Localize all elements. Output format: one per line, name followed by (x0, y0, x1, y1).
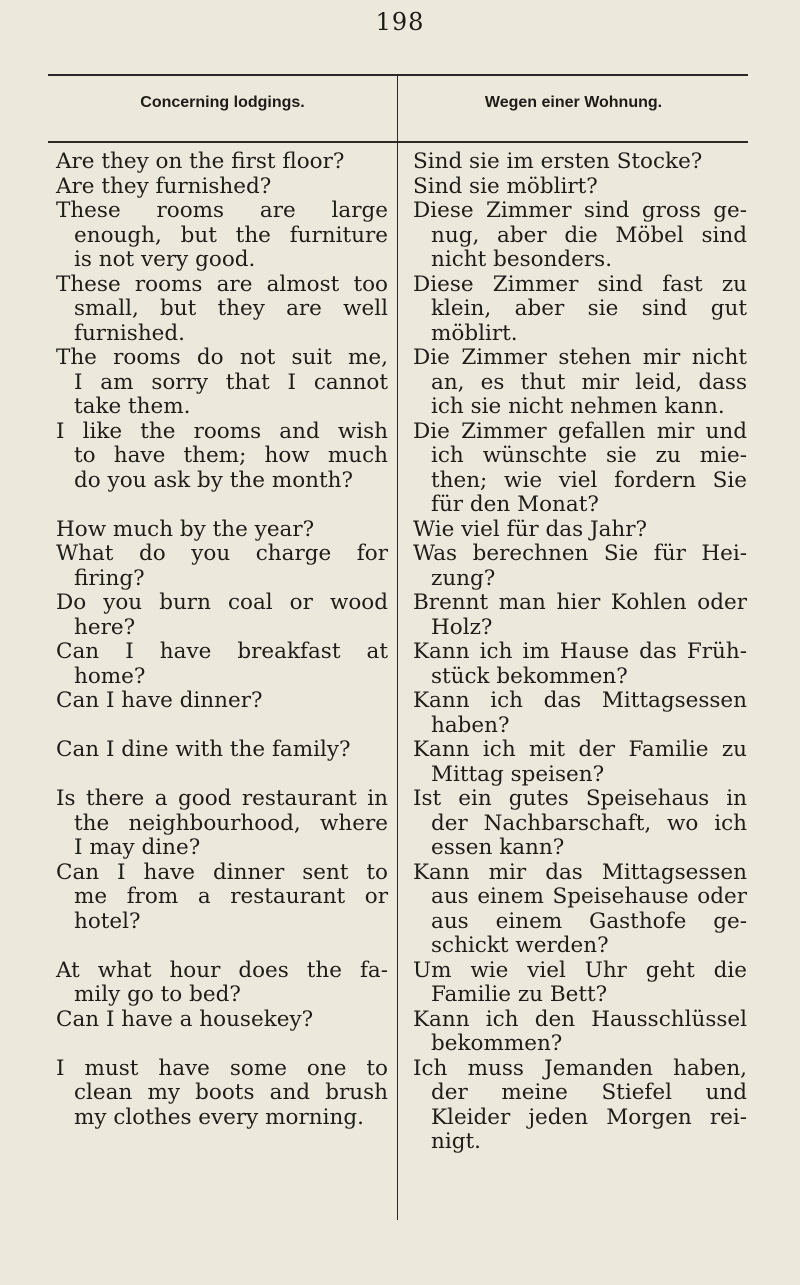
english-text-line: These rooms are almost too (56, 271, 388, 297)
english-text-line: mily go to bed? (74, 982, 241, 1007)
german-text-line: der meine Stiefel und (431, 1080, 747, 1105)
german-text-line: nicht besonders. (431, 247, 613, 272)
english-text-line: These rooms are large (56, 198, 388, 223)
german-text-line: aus einem Speisehause oder (431, 884, 747, 909)
german-text-line: Sind sie im ersten Stocke? (413, 149, 703, 174)
german-text-line: möblirt. (431, 320, 518, 346)
english-text-line: Are they furnished? (56, 173, 272, 199)
english-text-line: The rooms do not suit me, (56, 345, 388, 370)
german-text-line: essen kann? (431, 835, 565, 860)
english-text-spacer (56, 714, 388, 739)
english-text-line: small, but they are well (74, 296, 388, 321)
german-text-line: Diese Zimmer sind fast zu (413, 271, 747, 297)
english-text-line: enough, but the furniture (74, 222, 388, 248)
german-text-line: Diese Zimmer sind gross ge- (413, 198, 747, 223)
english-text-line: Can I have a housekey? (56, 1006, 314, 1032)
german-text-line: schickt werden? (431, 933, 609, 958)
english-text-line: Can I have dinner sent to (56, 859, 388, 885)
german-text-line: für den Monat? (431, 492, 599, 517)
german-text-line: an, es thut mir leid, dass (431, 369, 747, 395)
english-text-line: here? (74, 614, 136, 640)
english-text-line: I may dine? (74, 835, 201, 860)
english-text-line: the neighbourhood, where (74, 810, 388, 836)
english-text-line: Are they on the first floor? (56, 149, 345, 174)
german-text-line: Wie viel für das Jahr? (413, 516, 648, 542)
english-text-line: Can I have dinner? (56, 688, 263, 713)
english-text-line: What do you charge for (56, 541, 388, 566)
top-rule (48, 74, 748, 76)
german-text-line: Kann mir das Mittagsessen (413, 859, 747, 885)
german-text-line: Kann ich den Hausschlüssel (413, 1006, 747, 1032)
german-text-line: bekommen? (431, 1031, 563, 1056)
german-text-line: Kleider jeden Morgen rei- (431, 1104, 747, 1130)
german-text-line: Brennt man hier Kohlen oder (413, 590, 747, 615)
column-divider (397, 74, 398, 1220)
english-text-spacer (56, 493, 388, 518)
english-text-line: firing? (74, 565, 145, 591)
german-text-line: der Nachbarschaft, wo ich (431, 810, 747, 836)
english-text-spacer (56, 1032, 388, 1057)
english-text-spacer (56, 934, 388, 959)
german-text-line: stück bekommen? (431, 663, 628, 689)
english-text-line: I like the rooms and wish (56, 418, 388, 444)
english-text-line: hotel? (74, 908, 141, 934)
german-text-line: Ist ein gutes Speisehaus in (413, 786, 747, 811)
english-text-line: I am sorry that I cannot (74, 369, 388, 395)
english-text-line: do you ask by the month? (74, 467, 354, 493)
header-rule (48, 141, 748, 143)
english-text-line: furnished. (74, 320, 186, 346)
german-column-header: Wegen einer Wohnung. (484, 94, 663, 111)
german-text-line: Kann ich das Mittagsessen (413, 688, 747, 713)
german-text-line: aus einem Gasthofe ge- (431, 908, 747, 934)
page-number: 198 (375, 8, 425, 36)
german-text-line: Um wie viel Uhr geht die (413, 957, 747, 983)
english-text-line: I must have some one to (56, 1055, 388, 1081)
english-text-line: to have them; how much (74, 443, 388, 468)
english-text-line: Is there a good restaurant in (56, 786, 388, 811)
german-text-line: ich sie nicht nehmen kann. (431, 394, 725, 419)
english-text-line: take them. (74, 394, 191, 419)
german-text-line: Was berechnen Sie für Hei- (413, 541, 747, 566)
english-text-line: me from a restaurant or (74, 884, 388, 909)
german-text-line: nug, aber die Möbel sind (431, 222, 747, 248)
english-text-line: home? (74, 663, 146, 689)
german-text-line: Kann ich im Hause das Früh- (413, 639, 747, 664)
german-text-line: zung? (431, 565, 496, 591)
german-text-line: ich wünschte sie zu mie- (431, 443, 747, 468)
german-text-line: then; wie viel fordern Sie (431, 467, 747, 493)
english-text-spacer (56, 763, 388, 788)
english-text-line: Can I have breakfast at (56, 639, 388, 664)
english-text-line: is not very good. (74, 247, 256, 272)
german-text-line: nigt. (431, 1129, 481, 1154)
english-text-line: At what hour does the fa- (56, 957, 388, 983)
german-text-line: Familie zu Bett? (431, 982, 608, 1007)
english-text-line: Can I dine with the family? (56, 737, 351, 762)
english-column (56, 150, 388, 1130)
german-text-line: Holz? (431, 614, 493, 640)
german-text-line: haben? (431, 712, 510, 738)
english-column-header: Concerning lodgings. (140, 94, 305, 111)
german-text-line: Ich muss Jemanden haben, (413, 1055, 747, 1081)
german-text-line: Die Zimmer stehen mir nicht (413, 345, 747, 370)
german-column (413, 150, 747, 1155)
english-text-line: clean my boots and brush (74, 1080, 388, 1105)
german-text-line: Mittag speisen? (431, 761, 605, 787)
german-text-line: Sind sie möblirt? (413, 173, 598, 199)
english-text-line: my clothes every morning. (74, 1104, 364, 1130)
english-text-line: How much by the year? (56, 516, 315, 542)
german-text-line: Die Zimmer gefallen mir und (413, 418, 747, 444)
german-text-line: klein, aber sie sind gut (431, 296, 747, 321)
german-text-line: Kann ich mit der Familie zu (413, 737, 747, 762)
english-text-line: Do you burn coal or wood (56, 590, 388, 615)
